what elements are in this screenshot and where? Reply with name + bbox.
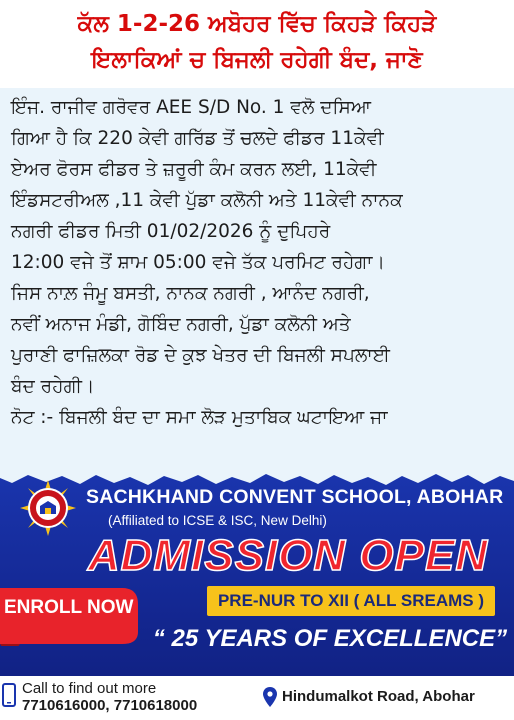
news-line: ਪੁਰਾਣੀ ਫਾਜ਼ਿਲਕਾ ਰੋਡ ਦੇ ਕੁਝ ਖੇਤਰ ਦੀ ਬਿਜਲੀ ਸਪਲਾਈ [11, 345, 390, 366]
school-address: Hindumalkot Road, Abohar [282, 688, 475, 705]
news-body [0, 88, 514, 488]
phone-numbers[interactable]: 7710616000, 7710618000 [22, 697, 198, 714]
contact-footer [0, 676, 514, 720]
headline-line-2: ਇਲਾਕਿਆਂ ਚ ਬਿਜਲੀ ਰਹੇਗੀ ਬੰਦ, ਜਾਣੋ [91, 47, 423, 73]
news-line: ਇੰਜ. ਰਾਜੀਵ ਗਰੋਵਰ AEE S/D No. 1 ਵਲੋ ਦਸਿਆ [11, 97, 371, 118]
classes-offered-label: PRE-NUR TO XII ( ALL SREAMS ) [207, 586, 495, 616]
phone-icon [2, 683, 16, 707]
location-pin-icon [263, 687, 277, 707]
school-name: SACHKHAND CONVENT SCHOOL, ABOHAR [86, 486, 504, 508]
news-line: 12:00 ਵਜੇ ਤੋਂ ਸ਼ਾਮ 05:00 ਵਜੇ ਤੱਕ ਪਰਮਿਟ ਰਹੇਗਾ। [11, 252, 385, 273]
news-line: ਨਗਰੀ ਫੀਡਰ ਮਿਤੀ 01/02/2026 ਨੂੰ ਦੁਪਿਹਰੇ [11, 221, 331, 242]
headline-line-1: ਕੱਲ 1-2-26 ਅਬੋਹਰ ਵਿੱਚ ਕਿਹੜੇ ਕਿਹੜੇ [77, 11, 437, 37]
news-line: ਏਅਰ ਫੋਰਸ ਫੀਡਰ ਤੇ ਜ਼ਰੂਰੀ ਕੰਮ ਕਰਨ ਲਈ, 11ਕੇਵੀ [11, 159, 377, 180]
headline [0, 0, 514, 88]
years-of-excellence-tagline: “ 25 YEARS OF EXCELLENCE” [152, 625, 508, 652]
news-line: ਬੰਦ ਰਹੇਗੀ। [11, 376, 95, 397]
call-label: Call to find out more [22, 680, 157, 697]
admission-open-heading: ADMISSION OPEN [87, 531, 489, 580]
news-line: ਗਿਆ ਹੈ ਕਿ 220 ਕੇਵੀ ਗਰਿੱਡ ਤੋਂ ਚਲਦੇ ਫੀਡਰ 11ਕੇਵੀ [11, 128, 384, 149]
news-text [11, 92, 507, 433]
news-line: ਨੋਟ :- ਬਿਜਲੀ ਬੰਦ ਦਾ ਸਮਾ ਲੋੜ ਮੁਤਾਬਿਕ ਘਟਾਇਆ ਜਾ [11, 407, 388, 428]
news-line: ਜਿਸ ਨਾਲ਼ ਜੰਮੂ ਬਸਤੀ, ਨਾਨਕ ਨਗਰੀ , ਆਨੰਦ ਨਗਰੀ, [11, 283, 370, 304]
school-logo-icon [20, 480, 76, 536]
enroll-now-button[interactable]: ENROLL NOW [4, 597, 134, 618]
school-affiliation: (Affiliated to ICSE & ISC, New Delhi) [108, 513, 327, 528]
news-line: ਨਵੀਂ ਅਨਾਜ ਮੰਡੀ, ਗੋਬਿੰਦ ਨਗਰੀ, ਪੁੱਡਾ ਕਲੋਨੀ ਅਤੇ [11, 314, 351, 335]
news-line: ਇੰਡਸਟਰੀਅਲ ,11 ਕੇਵੀ ਪੁੱਡਾ ਕਲੋਨੀ ਅਤੇ 11ਕੇਵੀ ਨਾਨਕ [11, 190, 403, 211]
